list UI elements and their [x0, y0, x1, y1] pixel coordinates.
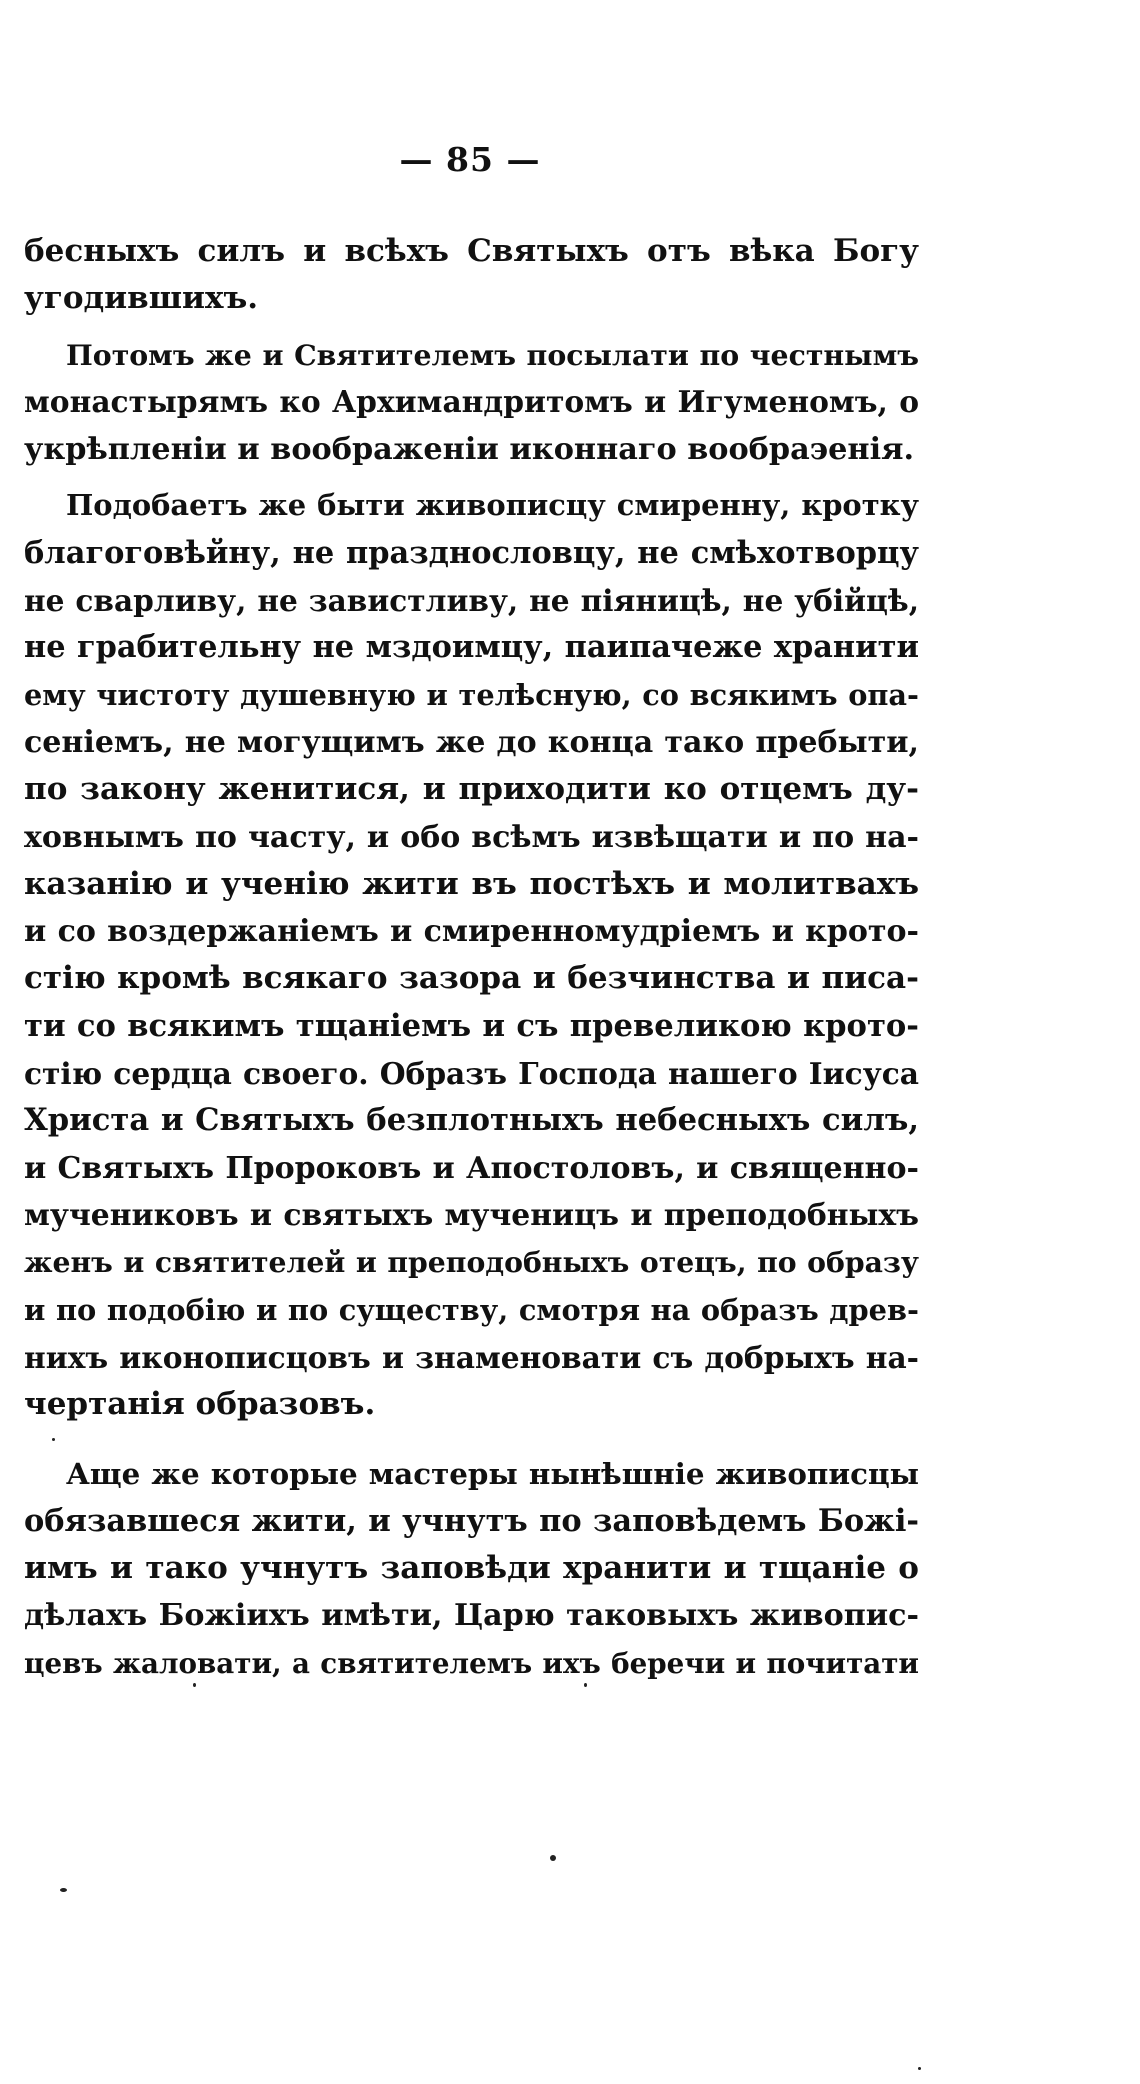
- paragraph-4: [24, 1450, 919, 1686]
- text-line: нихъ иконописцовъ и знаменовати съ добрыхъ на-: [24, 1339, 919, 1375]
- text-line: казанію и ученію жити въ постѣхъ и молитвахъ: [24, 865, 919, 902]
- text-line: стію сердца своего. Образъ Господа нашего Іисуса: [24, 1056, 919, 1092]
- text-line: мучениковъ и святыхъ мученицъ и преподобныхъ: [24, 1197, 919, 1233]
- text-line: Подобаетъ же быти живописцу смиренну, кротку: [66, 488, 919, 523]
- scan-speck: [60, 1888, 67, 1892]
- paragraph-2: [24, 332, 919, 474]
- text-line: Христа и Святыхъ безплотныхъ небесныхъ силъ,: [24, 1102, 919, 1139]
- text-line: цевъ жаловати, а святителемъ ихъ беречи и почитати: [24, 1646, 919, 1680]
- text-line: женъ и святителей и преподобныхъ отецъ, по образу: [24, 1245, 919, 1280]
- text-line: Потомъ же и Святителемъ посылати по честнымъ: [66, 337, 919, 372]
- text-line: имъ и тако учнутъ заповѣди хранити и тщаніе о: [24, 1550, 919, 1587]
- text-line: и по подобію и по существу, смотря на образъ древ-: [24, 1292, 919, 1327]
- text-line: монастырямъ ко Архимандритомъ и Игуменомъ, о: [24, 384, 919, 420]
- text-line: и со воздержаніемъ и смиренномудріемъ и крото-: [24, 914, 919, 950]
- text-line: угодившихъ.: [24, 280, 259, 317]
- scan-speck: [52, 1438, 55, 1441]
- text-line: ти со всякимъ тщаніемъ и съ превеликою крото-: [24, 1007, 919, 1044]
- scan-speck: [918, 2067, 921, 2070]
- page-number: — 85 —: [399, 140, 541, 179]
- text-line: бесныхъ силъ и всѣхъ Святыхъ отъ вѣка Богу: [24, 233, 919, 269]
- text-line: дѣлахъ Божіихъ имѣти, Царю таковыхъ живопис-: [24, 1598, 919, 1634]
- scan-speck: [584, 1683, 587, 1687]
- text-line: ему чистоту душевную и телѣсную, со всякимъ опа-: [24, 677, 919, 712]
- text-line: не сварливу, не завистливу, не піяницѣ, не убійцѣ,: [24, 583, 919, 619]
- body-text: [24, 228, 919, 1687]
- text-line: чертанія образовъ.: [24, 1386, 376, 1423]
- text-line: стію кромѣ всякаго зазора и безчинства и писа-: [24, 960, 919, 997]
- text-line: ховнымъ по часту, и обо всѣмъ извѣщати и по на-: [24, 819, 919, 855]
- text-line: благоговѣйну, не празднословцу, не смѣхотворцу: [24, 534, 919, 571]
- paragraph-3: [24, 482, 919, 1428]
- text-line: Аще же которые мастеры нынѣшніе живописцы: [66, 1456, 919, 1492]
- text-line: не грабительну не мздоимцу, паипачеже хранити: [24, 629, 919, 666]
- text-line: обязавшеся жити, и учнутъ по заповѣдемъ Божі-: [24, 1502, 919, 1539]
- scan-speck: [193, 1683, 196, 1687]
- text-line: сеніемъ, не могущимъ же до конца тако пребыти,: [24, 724, 919, 760]
- scan-speck: [550, 1855, 556, 1861]
- text-line: по закону женитися, и приходити ко отцемъ ду-: [24, 771, 919, 808]
- text-line: укрѣпленіи и воображеніи иконнаго вообраэенія.: [24, 432, 915, 468]
- text-line: и Святыхъ Пророковъ и Апостоловъ, и священно-: [24, 1150, 919, 1186]
- paragraph-1: [24, 228, 919, 323]
